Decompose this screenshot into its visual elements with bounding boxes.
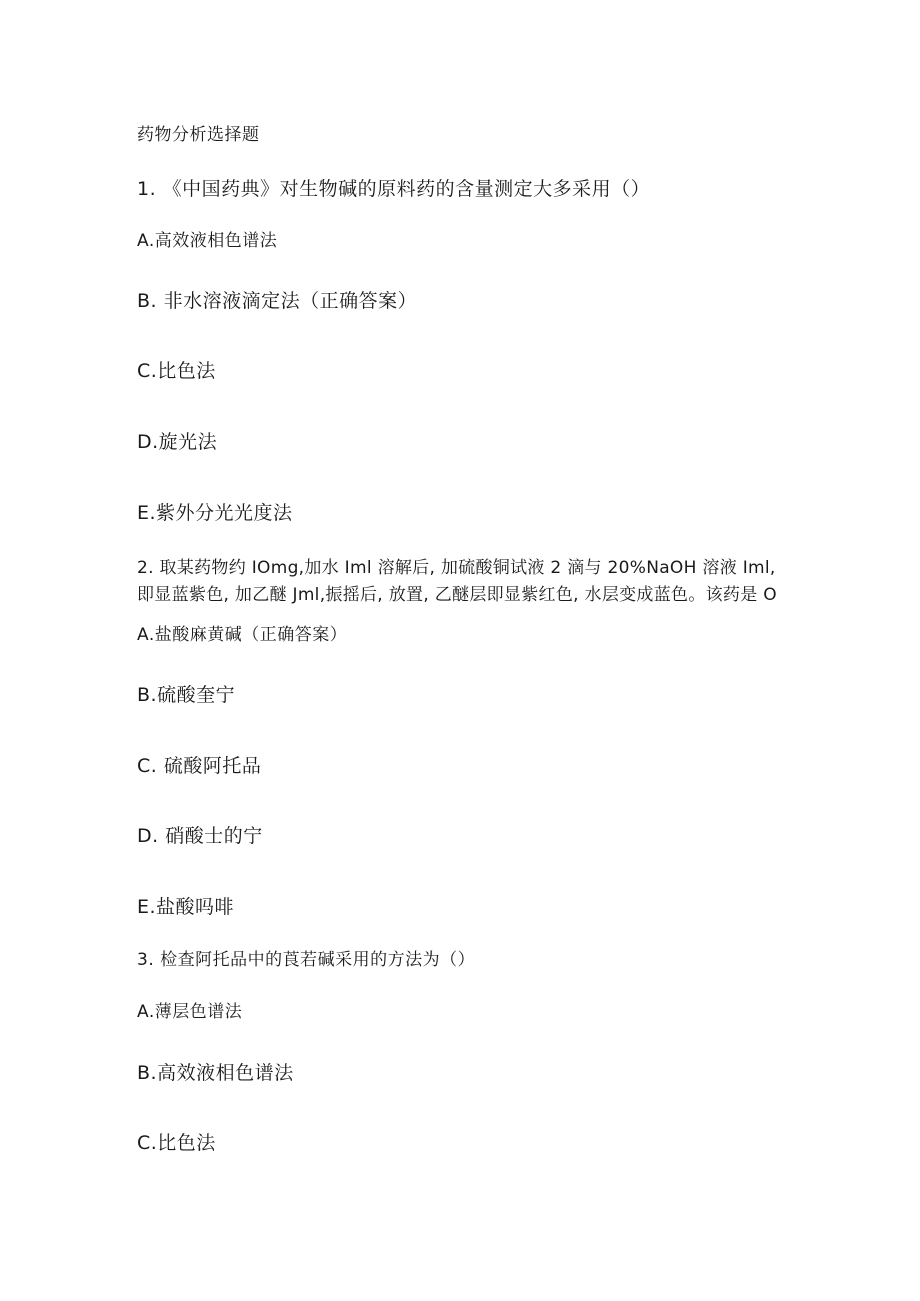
question-3-stem: 3. 检查阿托品中的莨若碱采用的方法为（）: [137, 950, 476, 970]
question-1-stem: 1. 《中国药典》对生物碱的原料药的含量测定大多采用（）: [137, 178, 651, 200]
document-title: 药物分析选择题: [137, 125, 260, 145]
question-1-option-a: A.高效液相色谱法: [137, 231, 278, 251]
question-2-option-b: B.硫酸奎宁: [137, 684, 236, 706]
question-2-stem: 2. 取某药物约 IOmg,加水 Iml 溶解后, 加硫酸铜试液 2 滴与 20%NaOH 溶液 Iml, 即显蓝紫色, 加乙醚 Jml,振摇后, 放置, 乙醚层即显紫红色, 水层变成蓝色。该药是 O: [137, 558, 777, 605]
question-3-option-b: B.高效液相色谱法: [137, 1062, 294, 1084]
question-3-option-c: C.比色法: [137, 1132, 216, 1154]
question-1-option-d: D.旋光法: [137, 431, 218, 453]
question-2-option-d: D. 硝酸士的宁: [137, 825, 263, 847]
question-3-option-a: A.薄层色谱法: [137, 1002, 243, 1022]
question-1-option-c: C.比色法: [137, 360, 216, 382]
question-1-option-b: B. 非水溶液滴定法（正确答案）: [137, 290, 418, 312]
question-2-option-e: E.盐酸吗啡: [137, 896, 235, 918]
question-2-option-c: C. 硫酸阿托品: [137, 755, 262, 777]
question-2-option-a: A.盐酸麻黄碱（正确答案）: [137, 625, 348, 645]
question-1-option-e: E.紫外分光光度法: [137, 502, 293, 524]
